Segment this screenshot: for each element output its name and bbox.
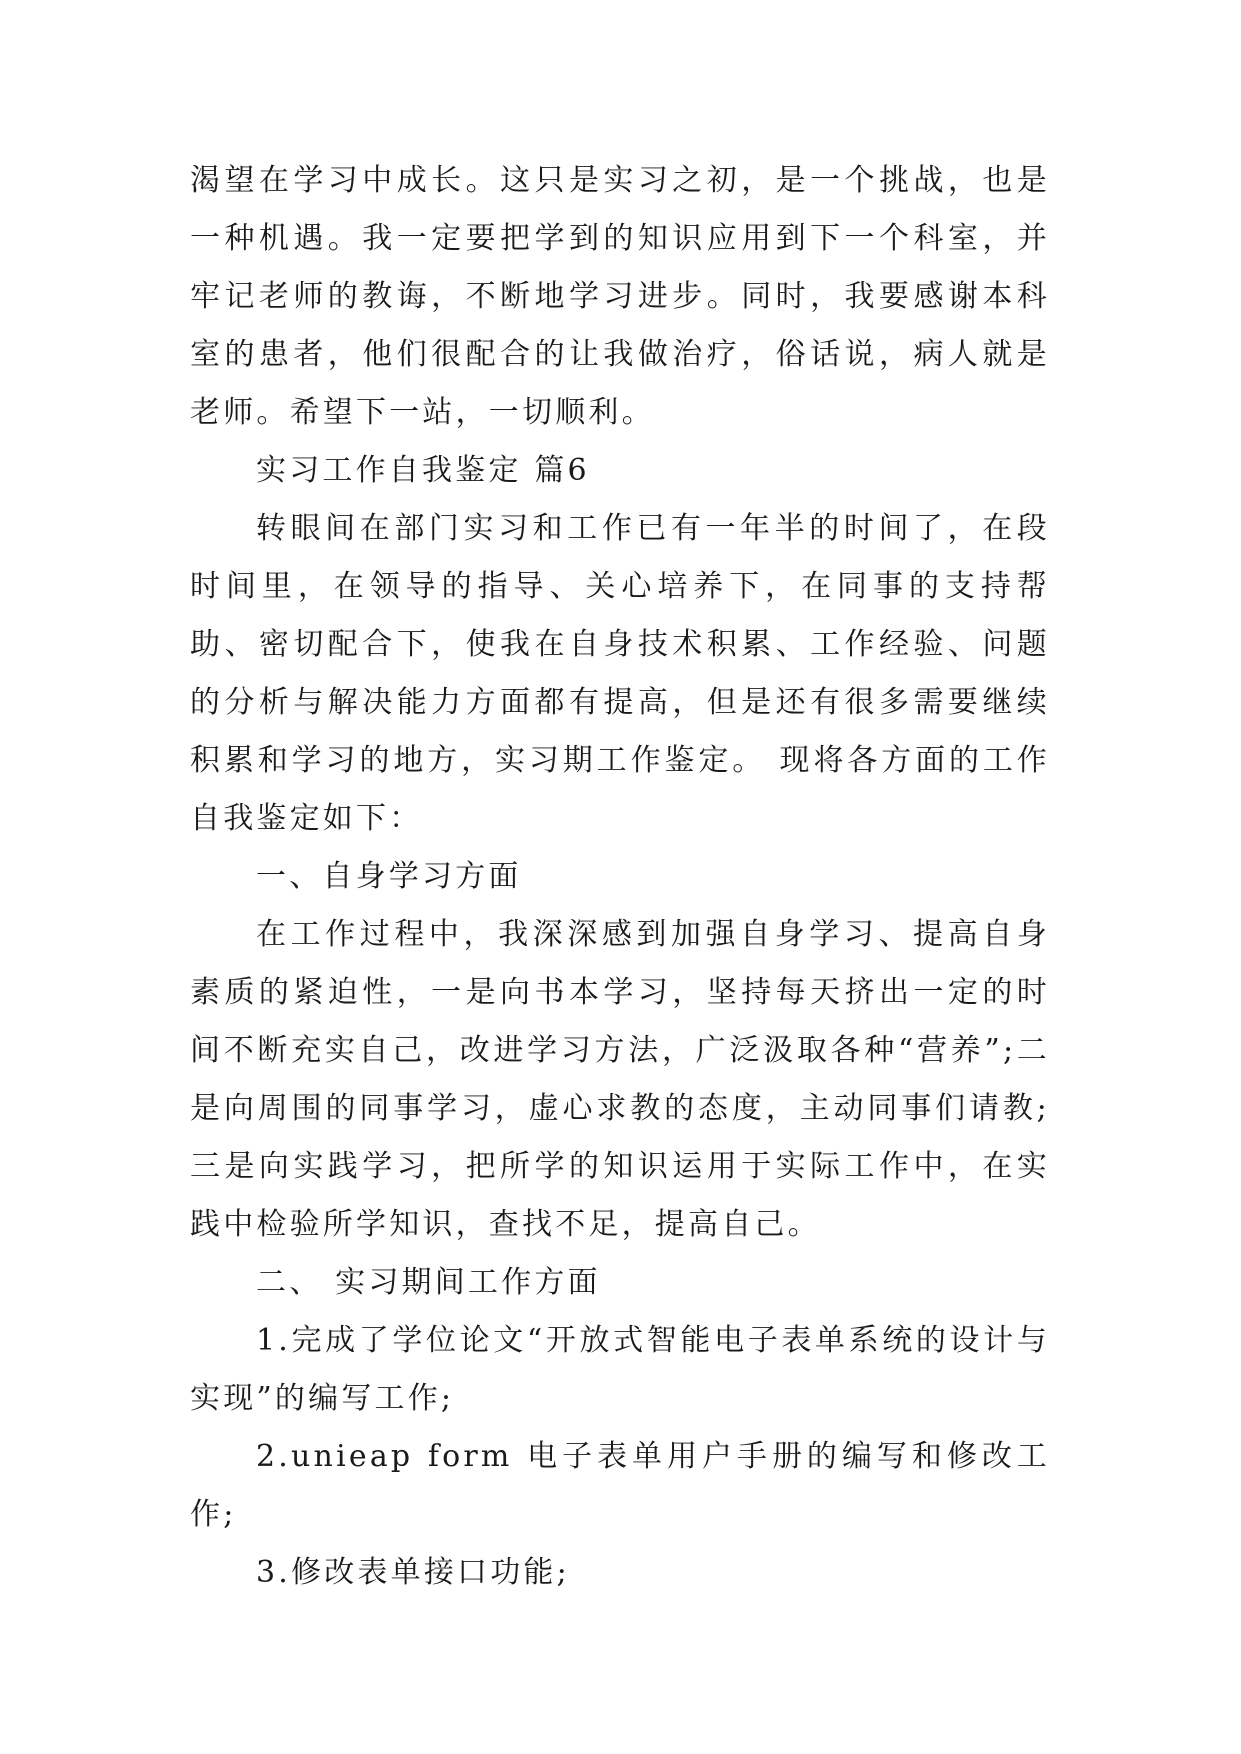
list-item-3: 3.修改表单接口功能; bbox=[256, 1555, 570, 1590]
subheading-self-study: 一、自身学习方面 bbox=[256, 859, 522, 894]
subheading-work: 二、 实习期间工作方面 bbox=[256, 1265, 601, 1300]
document-body bbox=[190, 152, 1050, 1602]
paragraph-overview: 转眼间在部门实习和工作已有一年半的时间了，在段时间里，在领导的指导、关心培养下，在同事的支持帮助、密切配合下，使我在自身技术积累、工作经验、问题的分析与解决能力方面都有提高，但是还有很多需要继续积累和学习的地方，实习期工作鉴定。 现将各方面的工作自我鉴定如下： bbox=[190, 511, 1050, 836]
list-item-1: 1.完成了学位论文“开放式智能电子表单系统的设计与实现”的编写工作; bbox=[190, 1323, 1050, 1416]
paragraph-self-study: 在工作过程中，我深深感到加强自身学习、提高自身素质的紧迫性，一是向书本学习，坚持每天挤出一定的时间不断充实自己，改进学习方法，广泛汲取各种“营养”;二是向周围的同事学习，虚心求教的态度，主动同事们请教;三是向实践学习，把所学的知识运用于实际工作中，在实践中检验所学知识，查找不足，提高自己。 bbox=[190, 917, 1050, 1242]
paragraph-intro-continuation: 渴望在学习中成长。这只是实习之初，是一个挑战，也是一种机遇。我一定要把学到的知识应用到下一个科室，并牢记老师的教诲，不断地学习进步。同时，我要感谢本科室的患者，他们很配合的让我做治疗，俗话说，病人就是老师。希望下一站，一切顺利。 bbox=[190, 163, 1050, 430]
list-item-2: 2.unieap form 电子表单用户手册的编写和修改工作; bbox=[190, 1439, 1050, 1532]
section-heading: 实习工作自我鉴定 篇6 bbox=[256, 453, 590, 488]
